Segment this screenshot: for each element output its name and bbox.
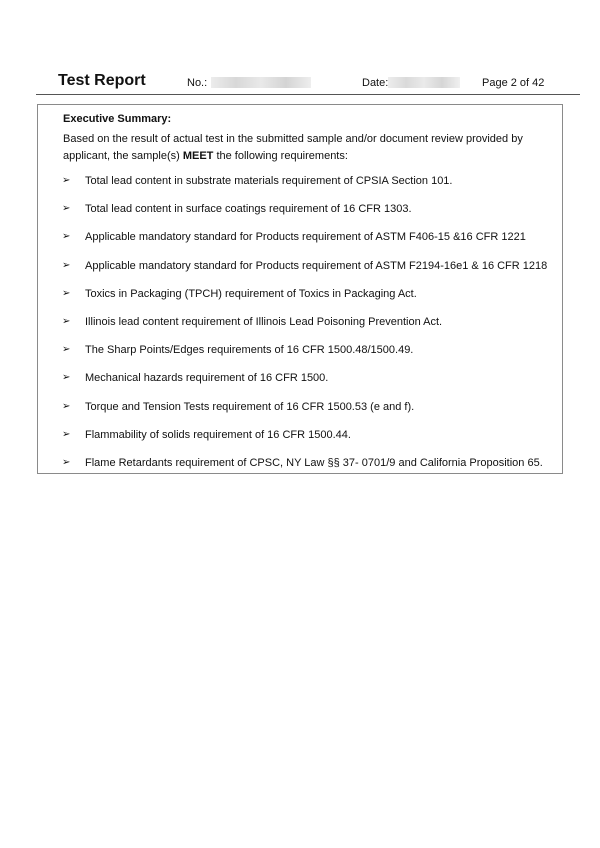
requirement-item <box>38 260 564 276</box>
intro-text-start: Based on the result of actual test in the submitted sample and/or document review provided by applicant, the sample(s) <box>63 133 523 162</box>
requirement-text: Mechanical hazards requirement of 16 CFR 1500. <box>85 372 329 385</box>
arrow-bullet-icon: ➢ <box>62 316 71 327</box>
arrow-bullet-icon: ➢ <box>62 203 71 215</box>
requirement-text: Applicable mandatory standard for Products requirement of ASTM F406-15 &16 CFR 1221 <box>85 231 526 244</box>
requirement-item <box>38 372 564 388</box>
header-divider <box>36 94 580 95</box>
report-date-redacted <box>388 77 460 88</box>
arrow-bullet-icon: ➢ <box>62 428 71 440</box>
requirement-item <box>38 175 564 191</box>
executive-summary-box <box>37 104 563 474</box>
requirement-item <box>38 429 564 445</box>
report-header <box>36 70 580 94</box>
executive-summary-intro <box>63 131 555 165</box>
requirement-text: Total lead content in surface coatings requirement of 16 CFR 1303. <box>85 203 412 216</box>
requirement-item <box>38 344 564 360</box>
requirement-text: Applicable mandatory standard for Products requirement of ASTM F2194-16e1 & 16 CFR 1218 <box>85 259 548 272</box>
requirement-text: The Sharp Points/Edges requirements of 16 CFR 1500.48/1500.49. <box>85 344 414 357</box>
arrow-bullet-icon: ➢ <box>62 231 71 243</box>
arrow-bullet-icon: ➢ <box>62 400 71 412</box>
report-number-redacted <box>211 77 311 88</box>
requirement-text: Flammability of solids requirement of 16 CFR 1500.44. <box>85 428 351 441</box>
requirement-item <box>38 401 564 417</box>
requirement-item <box>38 288 564 304</box>
requirement-text: Illinois lead content requirement of Illinois Lead Poisoning Prevention Act. <box>85 316 443 328</box>
executive-summary-heading: Executive Summary: <box>63 113 172 125</box>
requirement-item <box>38 316 564 332</box>
intro-meet-keyword: MEET <box>182 150 214 162</box>
arrow-bullet-icon: ➢ <box>62 287 71 299</box>
requirement-text: Torque and Tension Tests requirement of 16 CFR 1500.53 (e and f). <box>85 400 415 413</box>
arrow-bullet-icon: ➢ <box>62 457 71 468</box>
requirement-text: Toxics in Packaging (TPCH) requirement of Toxics in Packaging Act. <box>85 287 417 300</box>
arrow-bullet-icon: ➢ <box>62 175 71 186</box>
report-title: Test Report <box>58 72 146 89</box>
report-date-label: Date: <box>362 77 389 89</box>
requirement-item <box>38 203 564 219</box>
requirement-text: Flame Retardants requirement of CPSC, NY Law §§ 37- 0701/9 and California Proposition 65. <box>85 457 543 469</box>
arrow-bullet-icon: ➢ <box>62 259 71 271</box>
arrow-bullet-icon: ➢ <box>62 344 71 356</box>
intro-text-end: the following requirements: <box>213 150 348 162</box>
page-number: Page 2 of 42 <box>482 77 545 89</box>
requirement-item <box>38 231 564 247</box>
arrow-bullet-icon: ➢ <box>62 372 71 384</box>
requirement-text: Total lead content in substrate materials requirement of CPSIA Section 101. <box>85 175 453 187</box>
requirement-item <box>38 457 564 473</box>
report-number-label: No.: <box>187 77 208 89</box>
